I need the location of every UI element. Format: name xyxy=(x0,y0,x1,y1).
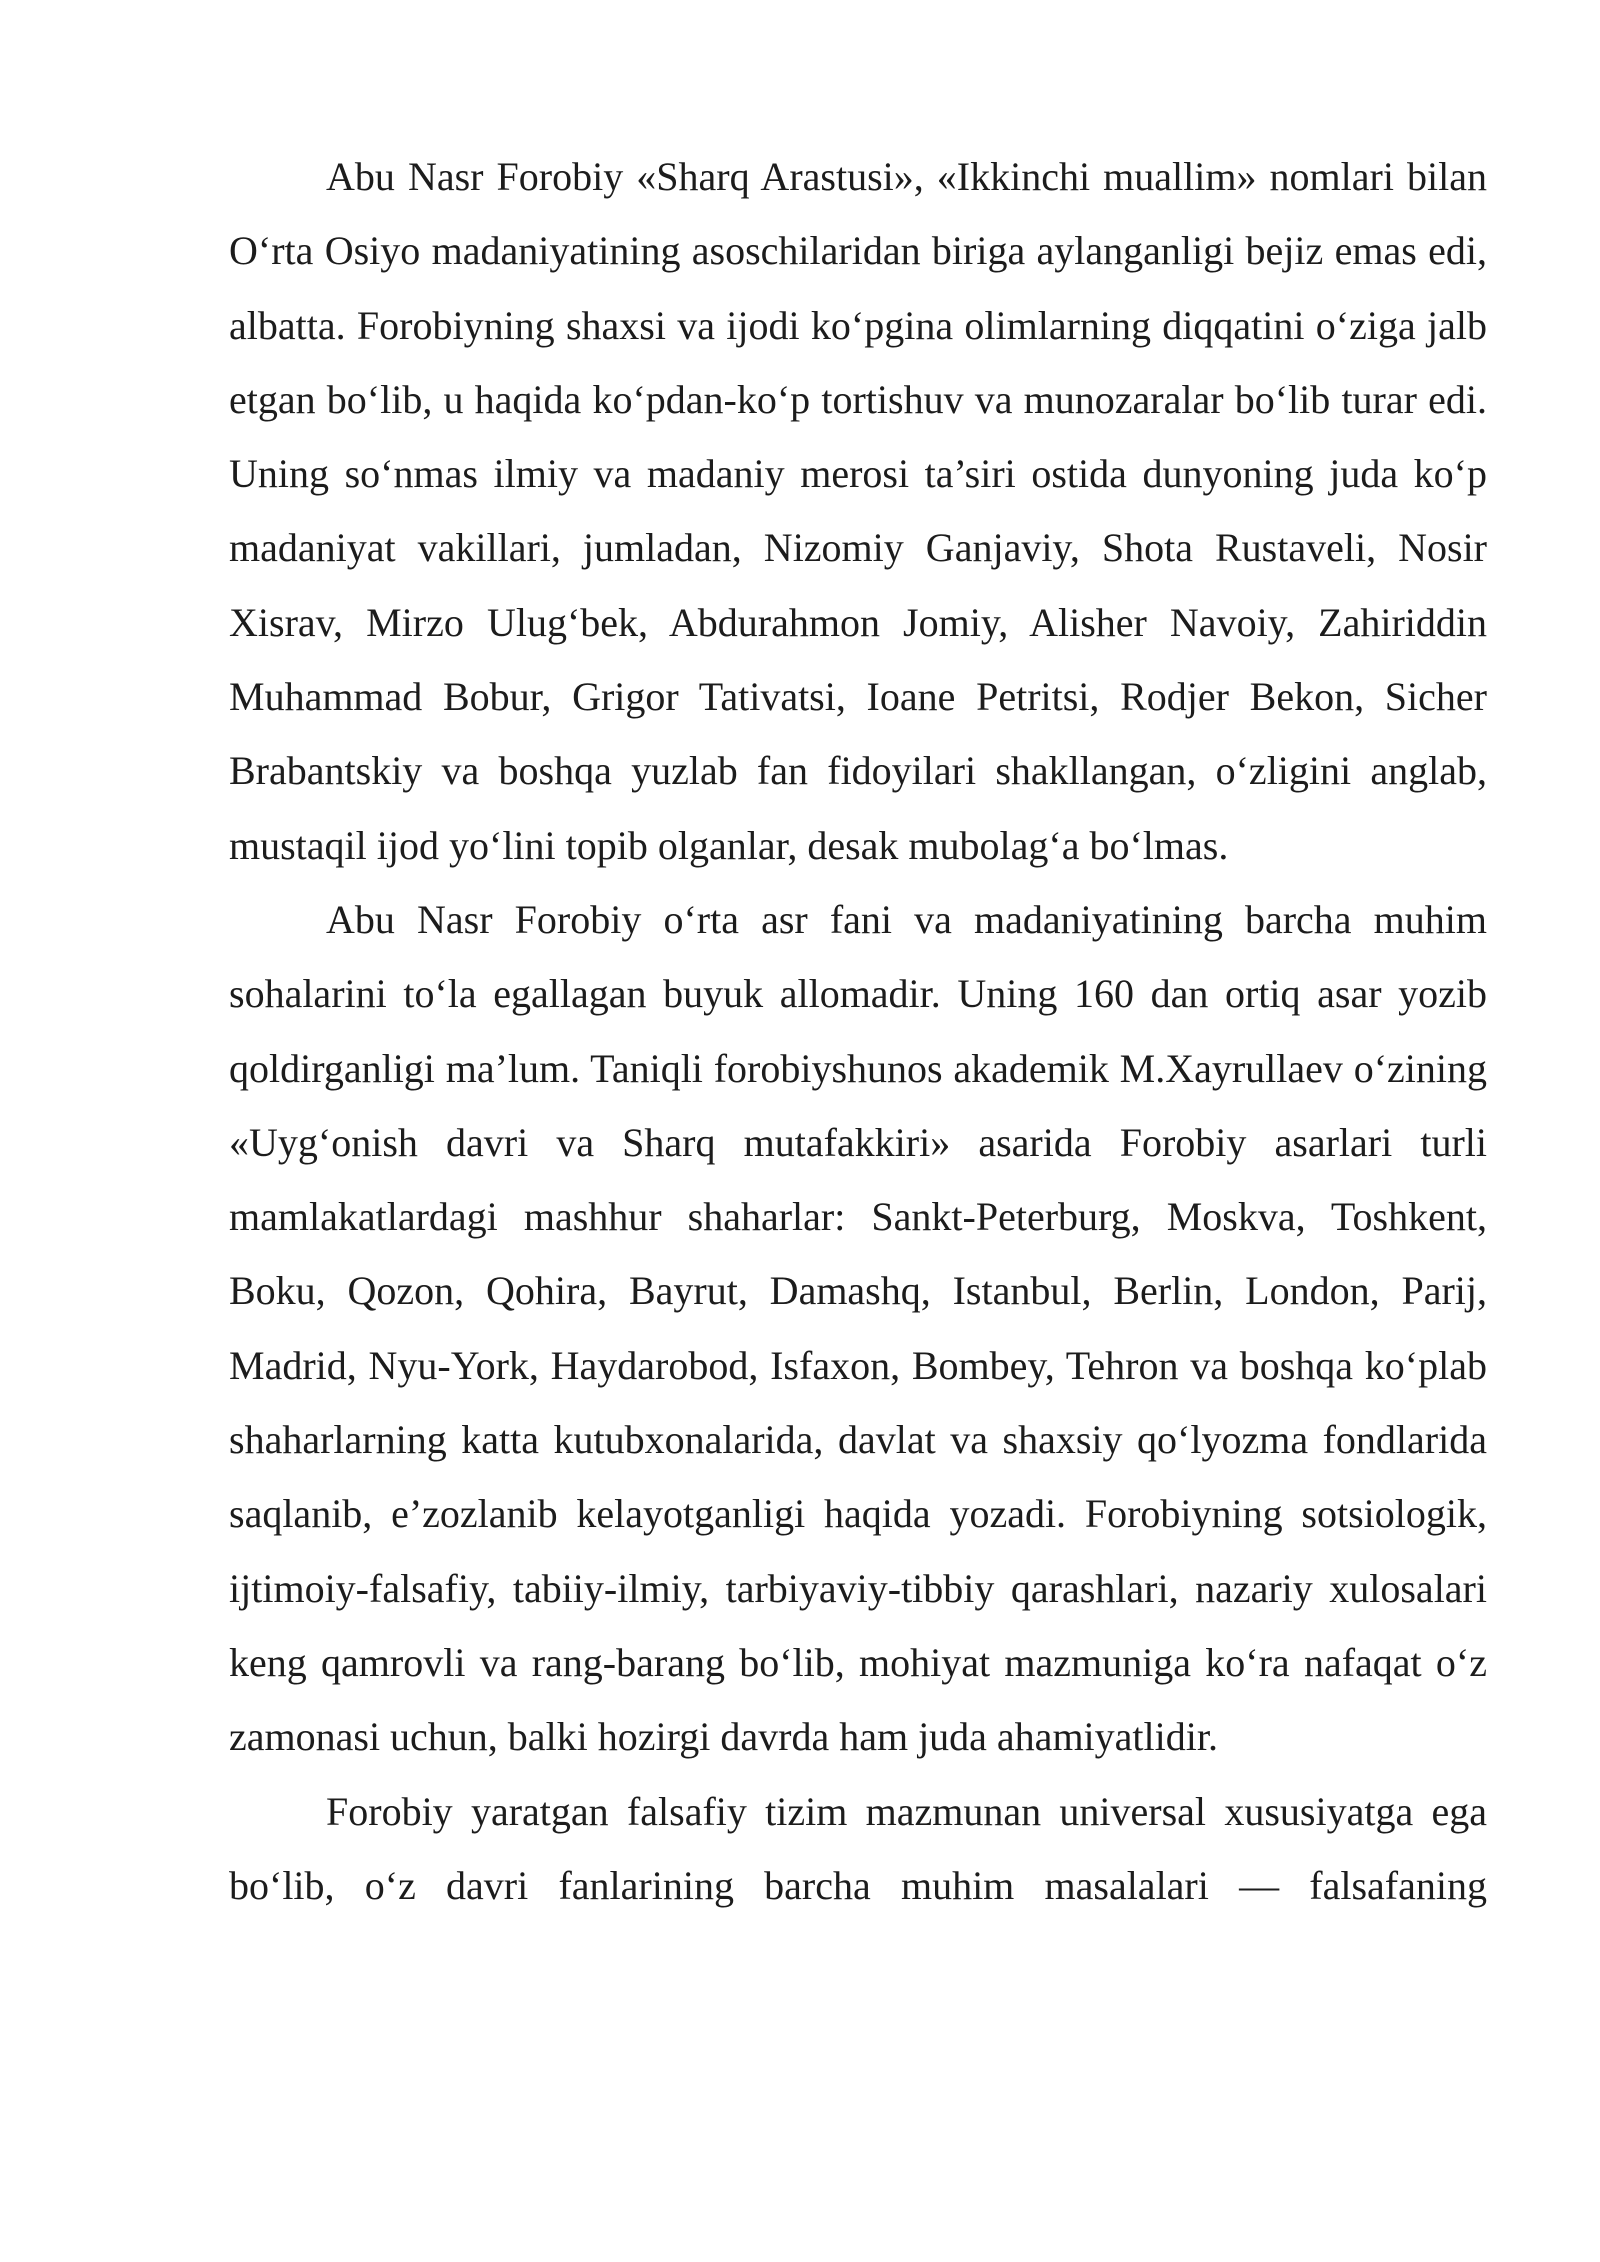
paragraph-1: Abu Nasr Forobiy «Sharq Arastusi», «Ikkinchi muallim» nomlari bilan O‘rta Osiyo madaniyatining asoschilaridan biriga aylanganligi bejiz emas edi, albatta. Forobiyning shaxsi va ijodi ko‘pgina olimlarning diqqatini o‘ziga jalb etgan bo‘lib, u haqida ko‘pdan-ko‘p tortishuv va munozaralar bo‘lib turar edi. Uning so‘nmas ilmiy va madaniy merosi ta’siri ostida dunyoning juda ko‘p madaniyat vakillari, jumladan, Nizomiy Ganjaviy, Shota Rustaveli, Nosir Xisrav, Mirzo Ulug‘bek, Abdurahmon Jomiy, Alisher Navoiy, Zahiriddin Muhammad Bobur, Grigor Tativatsi, Ioane Petritsi, Rodjer Bekon, Sicher Brabantskiy va boshqa yuzlab fan fidoyilari shakllangan, o‘zligini anglab, mustaqil ijod yo‘lini topib olganlar, desak mubolag‘a bo‘lmas. xyxy=(229,154,1487,868)
document-body xyxy=(229,140,1487,1923)
paragraph-3: Forobiy yaratgan falsafiy tizim mazmunan universal xususiyatga ega bo‘lib, o‘z davri fanlarining barcha muhim masalalari — falsafaning xyxy=(229,1788,1487,1908)
paragraph-2: Abu Nasr Forobiy o‘rta asr fani va madaniyatining barcha muhim sohalarini to‘la egallagan buyuk allomadir. Uning 160 dan ortiq asar yozib qoldirganligi ma’lum. Taniqli forobiyshunos akademik M.Xayrullaev o‘zining «Uyg‘onish davri va Sharq mutafakkiri» asarida Forobiy asarlari turli mamlakatlardagi mashhur shaharlar: Sankt-Peterburg, Moskva, Toshkent, Boku, Qozon, Qohira, Bayrut, Damashq, Istanbul, Berlin, London, Parij, Madrid, Nyu-York, Haydarobod, Isfaxon, Bombey, Tehron va boshqa ko‘plab shaharlarning katta kutubxonalarida, davlat va shaxsiy qo‘lyozma fondlarida saqlanib, e’zozlanib kelayotganligi haqida yozadi. Forobiyning sotsiologik, ijtimoiy-falsafiy, tabiiy-ilmiy, tarbiyaviy-tibbiy qarashlari, nazariy xulosalari keng qamrovli va rang-barang bo‘lib, mohiyat mazmuniga ko‘ra nafaqat o‘z zamonasi uchun, balki hozirgi davrda ham juda ahamiyatlidir. xyxy=(229,896,1487,1760)
